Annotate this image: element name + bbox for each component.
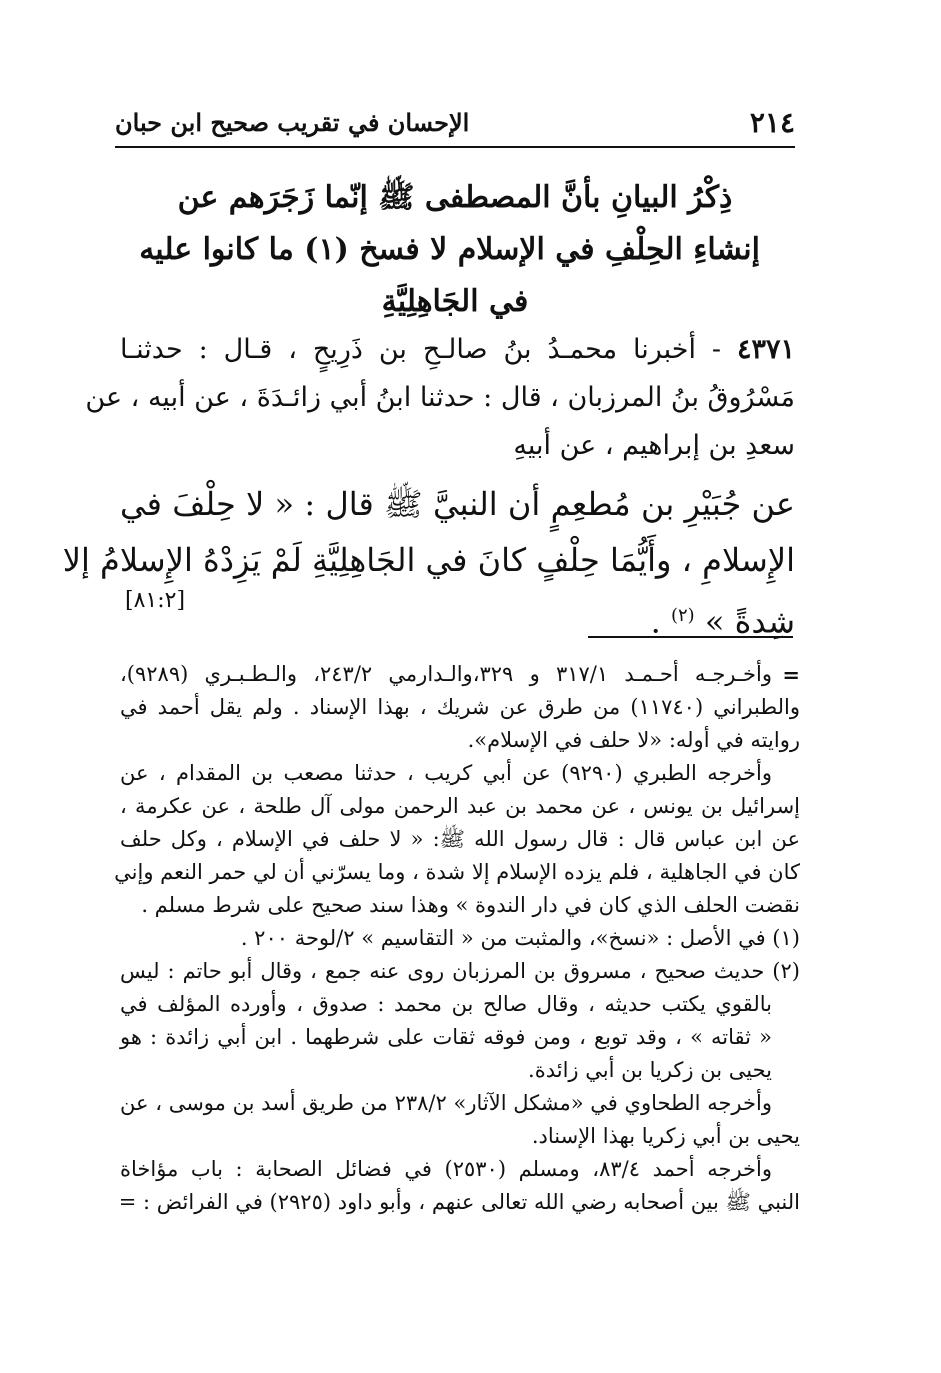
hadith-matn <box>62 476 795 650</box>
footnote-line: عن ابن عباس قال : قال رسول الله ﷺ: « لا حلف في الإسلام ، وكل حلف <box>120 827 800 851</box>
footnote-line: إسرائيل بن يونس ، عن محمد بن عبد الرحمن مولى آل طلحة ، عن عكرمة ، <box>120 794 800 818</box>
footnote-tabari <box>114 757 800 922</box>
isnad-line <box>120 326 795 374</box>
isnad-line: سعدِ بن إبراهيم ، عن أبيهِ <box>513 430 795 461</box>
reference-code: [٨١:٢] <box>125 588 186 613</box>
page-header <box>115 104 795 144</box>
matn-text: شِدةً » <box>704 602 795 641</box>
footnote-line: والطبراني (١١٧٤٠) من طرق عن شريك ، بهذا الإسناد . ولم يقل أحمد في <box>120 695 800 719</box>
end-mark: . <box>650 602 661 641</box>
footnote-line: وأخرجه أحمد ٨٣/٤، ومسلم (٢٥٣٠) في فضائل الصحابة : باب مؤاخاة <box>120 1157 772 1181</box>
hadith-number: ٤٣٧١ <box>736 334 795 365</box>
footnotes <box>114 658 800 1219</box>
footnote-tahawi <box>120 1087 800 1153</box>
chapter-heading-line: ذِكْرُ البيانِ بأنَّ المصطفى ﷺ إنّما زَجَرَهم عن <box>177 180 733 215</box>
matn-line <box>120 588 795 650</box>
footnote-2 <box>120 955 800 1087</box>
footnote-line: يحيى بن زكريا بن أبي زائدة. <box>528 1058 772 1082</box>
footnote-line: روايته في أوله: «لا حلف في الإسلام». <box>467 728 800 752</box>
footnote-line: يحيى بن أبي زكريا بهذا الإسناد. <box>531 1124 800 1148</box>
footnote-line: كان في الجاهلية ، فلم يزده الإسلام إلا شدة ، وما يسرّني أن لي حمر النعم وإني <box>114 860 800 884</box>
isnad-line: مَسْرُوقُ بنُ المرزبان ، قال : حدثنا ابنُ أبي زائـدَةَ ، عن أبيه ، عن <box>85 382 795 413</box>
footnote-line: نقضت الحلف الذي كان في دار الندوة » وهذا سند صحيح على شرط مسلم . <box>141 893 800 917</box>
continuation-mark: = <box>782 662 800 687</box>
chapter-heading-line: في الجَاهِلِيَّةِ <box>381 284 529 319</box>
footnote-rule <box>588 636 793 638</box>
footnote-line: « ثقاته » ، وقد توبع ، ومن فوقه ثقات على شرطهما . ابن أبي زائدة : هو <box>120 1025 772 1049</box>
footnote-line: وأخرجه الطبري (٩٢٩٠) عن أبي كريب ، حدثنا مصعب بن المقدام ، عن <box>120 761 772 785</box>
footnote-line: وأخـرجـه أحـمـد ٣١٧/١ و ٣٢٩،والـدارمي ٢٤٣/٢، والـطـبـري (٩٢٨٩)، <box>120 662 773 686</box>
footnote-continued <box>120 658 800 757</box>
footnote-line: (١) في الأصل : «نسخ»، والمثبت من « التقاسيم » ٢/لوحة ٢٠٠ . <box>240 926 800 950</box>
chapter-heading-line: إنشاءِ الحِلْفِ في الإسلام لا فسخ (١) ما كانوا عليه <box>139 232 760 267</box>
running-title: الإحسان في تقريب صحيح ابن حبان <box>115 108 470 137</box>
footnote-line: وأخرجه الطحاوي في «مشكل الآثار» ٢٣٨/٢ من طريق أسد بن موسى ، عن <box>120 1091 772 1115</box>
footnote-line: بالقوي يكتب حديثه ، وقال صالح بن محمد : صدوق ، وأورده المؤلف في <box>120 992 772 1016</box>
header-rule <box>115 146 795 148</box>
isnad-text: - أخبرنا محمـدُ بنُ صالـحِ بن ذَرِيحٍ ، قـال : حدثنـا <box>120 334 722 365</box>
footnote-line: (٢) حديث صحيح ، مسروق بن المرزبان روى عنه جمع ، وقال أبو حاتم : ليس <box>120 959 800 983</box>
footnote-marker: (٢) <box>670 605 695 626</box>
page-number: ٢١٤ <box>749 106 795 139</box>
hadith-isnad <box>85 326 795 470</box>
footnote-line: النبي ﷺ بين أصحابه رضي الله تعالى عنهم ، وأبو داود (٢٩٢٥) في الفرائض : = <box>118 1190 800 1214</box>
matn-line: عن جُبَيْرِ بن مُطعِمٍ أن النبيَّ ﷺ قال : « لا حِلْفَ في <box>120 485 795 523</box>
matn-line: الإِسلامِ ، وأَيُّمَا حِلْفٍ كانَ في الجَاهِلِيَّةِ لَمْ يَزِدْهُ الإِسلامُ إلا <box>62 541 795 579</box>
footnote-muslim <box>120 1153 800 1219</box>
chapter-heading <box>139 172 760 328</box>
footnote-1 <box>120 922 800 955</box>
